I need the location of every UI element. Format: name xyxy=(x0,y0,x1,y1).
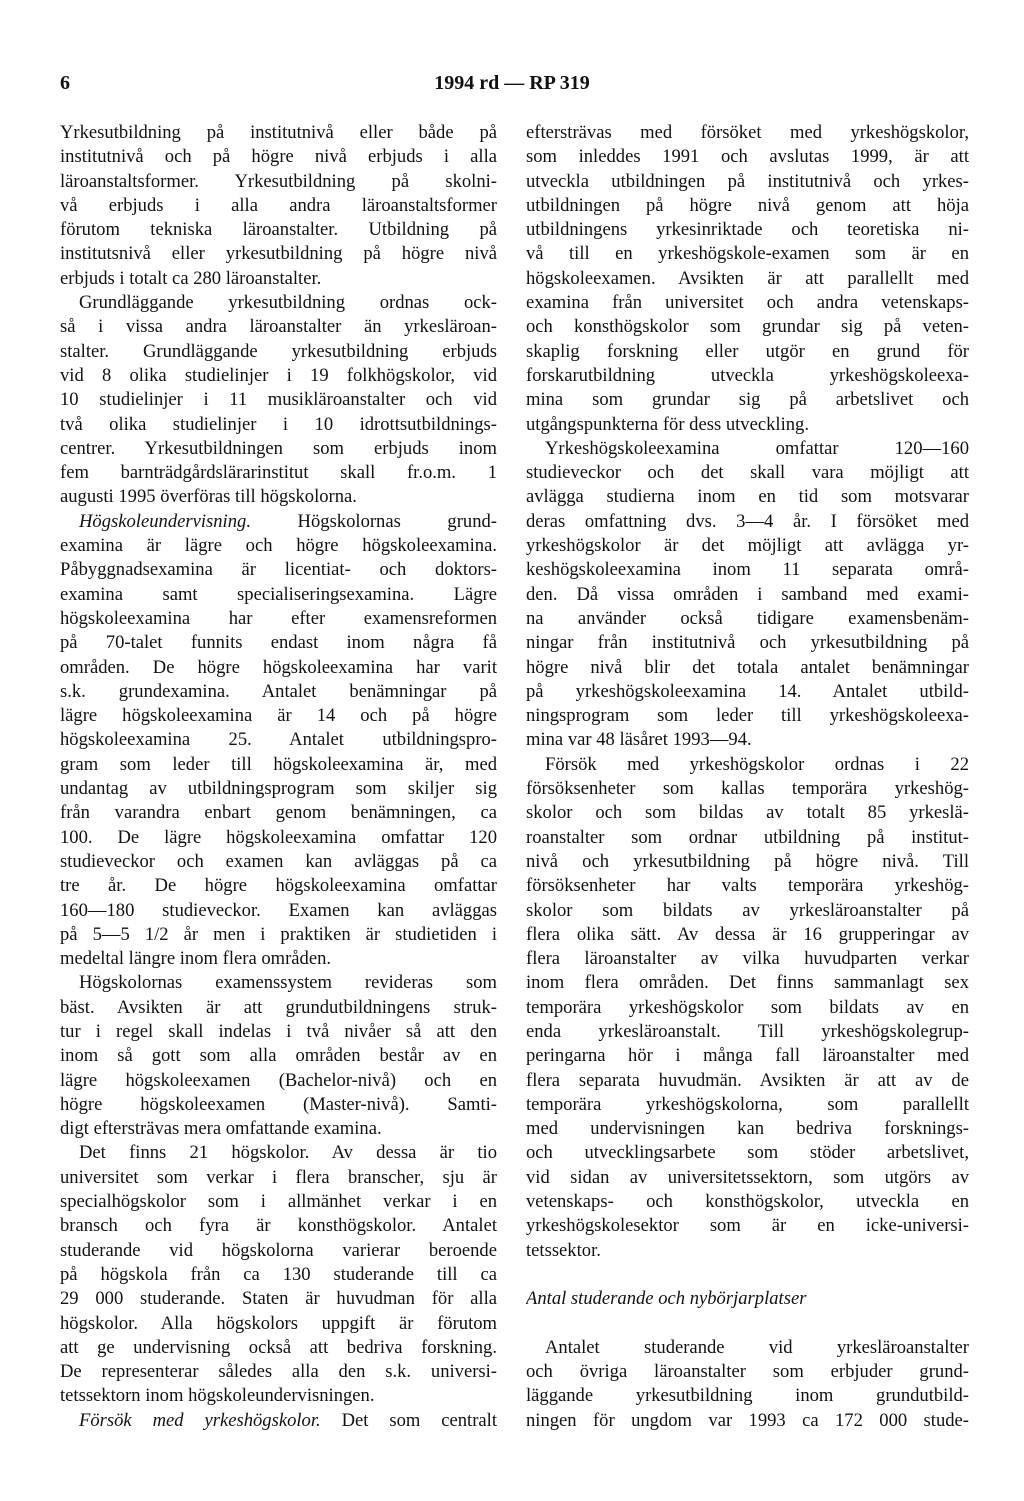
text-line xyxy=(60,1166,497,1190)
blank-line xyxy=(526,1312,969,1336)
text-line xyxy=(60,996,497,1020)
text-line xyxy=(60,364,497,388)
text-line xyxy=(60,899,497,923)
line-text: den. Då vissa områden i samband med exami- xyxy=(526,583,969,605)
line-text: försöksenheter som kallas temporära yrkeshög- xyxy=(526,778,969,800)
text-line xyxy=(60,1287,497,1311)
text-line xyxy=(60,1020,497,1044)
text-line xyxy=(526,1044,969,1068)
text-line xyxy=(526,656,969,680)
line-text: skolor som bildats av yrkesläroanstalter på xyxy=(526,899,969,921)
line-text: Antalet studerande vid yrkesläroanstalter xyxy=(545,1336,969,1358)
text-line xyxy=(526,1409,969,1433)
text-line xyxy=(60,923,497,947)
line-text: förutom tekniska läroanstalter. Utbildning på xyxy=(60,219,497,241)
line-text: tetssektor. xyxy=(526,1239,601,1261)
text-line xyxy=(60,777,497,801)
text-line xyxy=(526,753,969,777)
line-text: Antal studerande och nybörjarplatser xyxy=(526,1288,807,1310)
line-text: medeltal längre inom flera områden. xyxy=(60,948,332,970)
text-line xyxy=(526,145,969,169)
line-text: mina var 48 läsåret 1993—94. xyxy=(526,729,752,751)
section-heading xyxy=(526,1287,969,1311)
text-line xyxy=(526,923,969,947)
line-text: avlägga studierna inom en tid som motsvarar xyxy=(526,486,969,508)
line-text: examina från universitet och andra vetenskaps- xyxy=(526,292,969,314)
text-line xyxy=(526,704,969,728)
line-text: så i vissa andra läroanstalter än yrkesläroan- xyxy=(60,316,497,338)
line-text: och övriga läroanstalter som erbjuder grund- xyxy=(526,1361,969,1383)
page-number: 6 xyxy=(60,72,70,94)
text-line xyxy=(60,631,497,655)
line-text: De representerar således alla den s.k. universi- xyxy=(60,1361,497,1383)
text-line xyxy=(526,242,969,266)
text-line xyxy=(60,1409,497,1433)
text-line xyxy=(526,340,969,364)
line-text: vid 8 olika studielinjer i 19 folkhögskolor, vid xyxy=(60,364,497,386)
line-text: examina samt specialiseringsexamina. Lägre xyxy=(60,583,497,605)
line-text: skaplig forskning eller utgör en grund för xyxy=(526,340,969,362)
line-text: fem barnträdgårdslärarinstitut skall fr.o.m. 1 xyxy=(60,462,497,484)
text-line xyxy=(60,534,497,558)
text-line xyxy=(60,1263,497,1287)
text-line xyxy=(526,874,969,898)
text-line xyxy=(60,680,497,704)
line-text: tur i regel skall indelas i två nivåer så att den xyxy=(60,1020,497,1042)
text-line xyxy=(526,680,969,704)
text-line xyxy=(526,510,969,534)
line-text: bransch och fyra är konsthögskolor. Antalet xyxy=(60,1215,497,1237)
italic-run-in-heading: Högskoleundervisning. xyxy=(79,510,251,532)
text-line xyxy=(60,704,497,728)
text-line xyxy=(60,170,497,194)
line-text: na använder också tidigare examensbenäm- xyxy=(526,607,969,629)
line-text: keshögskoleexamina inom 11 separata områ- xyxy=(526,559,969,581)
line-text: inom flera områden. Det finns sammanlagt sex xyxy=(526,972,969,994)
line-text: lägre högskoleexamina är 14 och på högre xyxy=(60,705,497,727)
text-line xyxy=(526,534,969,558)
line-text: utveckla utbildningen på institutnivå och yrkes- xyxy=(526,170,969,192)
line-text: med undervisningen kan bedriva forsknings- xyxy=(526,1118,969,1140)
text-line xyxy=(526,899,969,923)
text-line xyxy=(60,510,497,534)
text-line xyxy=(526,461,969,485)
line-text: mina som grundar sig på arbetslivet och xyxy=(526,389,969,411)
page-header xyxy=(60,72,964,102)
line-text: Det som centralt xyxy=(320,1409,497,1431)
text-line xyxy=(60,461,497,485)
text-line xyxy=(60,413,497,437)
line-text: skolor och som bildas av totalt 85 yrkeslä- xyxy=(526,802,969,824)
text-line xyxy=(60,1360,497,1384)
line-text: vå erbjuds i alla andra läroanstaltsformer xyxy=(60,194,497,216)
line-text: högskoleexamina har efter examensreformen xyxy=(60,607,497,629)
line-text: Högskolornas grund- xyxy=(250,510,497,532)
italic-run-in-heading: Försök med yrkeshögskolor. xyxy=(79,1409,321,1431)
line-text: specialhögskolor som i allmänhet verkar i en xyxy=(60,1191,497,1213)
text-line xyxy=(526,1020,969,1044)
text-line xyxy=(526,1069,969,1093)
text-line xyxy=(526,583,969,607)
line-text: deras omfattning dvs. 3—4 år. I försöket med xyxy=(526,510,969,532)
line-text: och konsthögskolor som grundar sig på veten- xyxy=(526,316,969,338)
line-text: flera separata huvudmän. Avsikten är att av de xyxy=(526,1069,969,1091)
text-line xyxy=(60,1239,497,1263)
text-line xyxy=(60,947,497,971)
text-line xyxy=(60,607,497,631)
line-text: erbjuds i totalt ca 280 läroanstalter. xyxy=(60,267,322,289)
line-text: och utvecklingsarbete som stöder arbetslivet, xyxy=(526,1142,969,1164)
line-text: läroanstaltsformer. Yrkesutbildning på skolni- xyxy=(60,170,497,192)
text-line xyxy=(60,1214,497,1238)
line-text: stalter. Grundläggande yrkesutbildning erbjuds xyxy=(60,340,497,362)
line-text: studerande vid högskolorna varierar beroende xyxy=(60,1239,497,1261)
line-text: digt eftersträvas mera omfattande examina. xyxy=(60,1118,382,1140)
line-text: studieveckor och det skall vara möjligt att xyxy=(526,462,969,484)
text-line xyxy=(526,631,969,655)
running-title: 1994 rd — RP 319 xyxy=(434,72,590,94)
text-line xyxy=(526,971,969,995)
text-line xyxy=(60,485,497,509)
line-text: examina är lägre och högre högskoleexamina. xyxy=(60,535,497,557)
text-line xyxy=(60,753,497,777)
line-text: Påbyggnadsexamina är licentiat- och doktors- xyxy=(60,559,497,581)
text-line xyxy=(60,656,497,680)
text-line xyxy=(60,583,497,607)
line-text: från varandra enbart genom benämningen, ca xyxy=(60,802,497,824)
line-text: tre år. De högre högskoleexamina omfattar xyxy=(60,875,497,897)
line-text: gram som leder till högskoleexamina är, med xyxy=(60,753,497,775)
text-line xyxy=(526,1093,969,1117)
line-text: bäst. Avsikten är att grundutbildningens struk- xyxy=(60,996,497,1018)
line-text: på yrkeshögskoleexamina 14. Antalet utbild- xyxy=(526,680,969,702)
blank-line xyxy=(526,1263,969,1287)
line-text: högre högskoleexamen (Master-nivå). Samti- xyxy=(60,1093,497,1115)
text-line xyxy=(60,194,497,218)
line-text: Grundläggande yrkesutbildning ordnas ock- xyxy=(79,292,497,314)
text-line xyxy=(526,1214,969,1238)
text-line xyxy=(526,1239,969,1263)
text-line xyxy=(526,121,969,145)
text-line xyxy=(526,1166,969,1190)
text-line xyxy=(60,388,497,412)
text-line xyxy=(60,728,497,752)
text-line xyxy=(526,218,969,242)
text-line xyxy=(60,558,497,582)
text-line xyxy=(60,145,497,169)
text-line xyxy=(60,1141,497,1165)
text-line xyxy=(60,1117,497,1141)
line-text: institutsnivå eller yrkesutbildning på högre nivå xyxy=(60,243,497,265)
line-text: utbildningen på högre nivå genom att höja xyxy=(526,194,969,216)
line-text: undantag av utbildningsprogram som skiljer sig xyxy=(60,778,497,800)
line-text: Högskolornas examenssystem revideras som xyxy=(79,972,497,994)
text-line xyxy=(526,437,969,461)
line-text: högskolor. Alla högskolors uppgift är förutom xyxy=(60,1312,497,1334)
line-text: 29 000 studerande. Staten är huvudman för alla xyxy=(60,1288,497,1310)
line-text: ningen för ungdom var 1993 ca 172 000 stude- xyxy=(526,1409,969,1431)
line-text: 160—180 studieveckor. Examen kan avläggas xyxy=(60,899,497,921)
text-line xyxy=(526,267,969,291)
line-text: Försök med yrkeshögskolor ordnas i 22 xyxy=(545,753,969,775)
line-text: Det finns 21 högskolor. Av dessa är tio xyxy=(79,1142,497,1164)
line-text: 10 studielinjer i 11 musikläroanstalter och vid xyxy=(60,389,497,411)
text-line xyxy=(526,170,969,194)
line-text: tetssektorn inom högskoleundervisningen. xyxy=(60,1385,375,1407)
text-line xyxy=(60,121,497,145)
text-line xyxy=(526,850,969,874)
line-text: Yrkeshögskoleexamina omfattar 120—160 xyxy=(545,437,969,459)
text-line xyxy=(526,485,969,509)
line-text: eftersträvas med försöket med yrkeshögskolor, xyxy=(526,122,969,143)
text-line xyxy=(526,996,969,1020)
text-line xyxy=(526,801,969,825)
text-line xyxy=(60,315,497,339)
line-text: lägre högskoleexamen (Bachelor-nivå) och en xyxy=(60,1069,497,1091)
text-line xyxy=(526,1384,969,1408)
line-text: områden. De högre högskoleexamina har varit xyxy=(60,656,497,678)
line-text: 100. De lägre högskoleexamina omfattar 120 xyxy=(60,826,497,848)
line-text: universitet som verkar i flera branscher, sju är xyxy=(60,1166,497,1188)
text-line xyxy=(526,413,969,437)
line-text: enda yrkesläroanstalt. Till yrkeshögskolegrup- xyxy=(526,1020,969,1042)
text-line xyxy=(60,971,497,995)
text-line xyxy=(526,1117,969,1141)
line-text: två olika studielinjer i 10 idrottsutbildnings- xyxy=(60,413,497,435)
line-text: högskoleexamen. Avsikten är att parallellt med xyxy=(526,267,969,289)
line-text: studieveckor och examen kan avläggas på ca xyxy=(60,850,497,872)
text-line xyxy=(60,801,497,825)
line-text: försöksenheter har valts temporära yrkeshög- xyxy=(526,875,969,897)
line-text: på 70-talet funnits endast inom några få xyxy=(60,632,497,654)
text-line xyxy=(526,728,969,752)
line-text: som inleddes 1991 och avslutas 1999, är att xyxy=(526,146,969,168)
text-line xyxy=(60,1190,497,1214)
text-line xyxy=(526,388,969,412)
text-line xyxy=(526,947,969,971)
line-text: vå till en yrkeshögskole-examen som är en xyxy=(526,243,969,265)
left-text-column xyxy=(60,121,497,1433)
text-line xyxy=(60,1044,497,1068)
line-text: temporära yrkeshögskolorna, som parallellt xyxy=(526,1093,969,1115)
text-line xyxy=(60,267,497,291)
line-text: flera läroanstalter av vilka huvudparten verkar xyxy=(526,948,969,970)
line-text: inom så gott som alla områden består av en xyxy=(60,1045,497,1067)
line-text: augusti 1995 överföras till högskolorna. xyxy=(60,486,357,508)
text-line xyxy=(526,291,969,315)
line-text: s.k. grundexamina. Antalet benämningar på xyxy=(60,680,497,702)
line-text: utgångspunkterna för dess utveckling. xyxy=(526,413,809,435)
text-line xyxy=(526,607,969,631)
text-line xyxy=(526,1141,969,1165)
text-line xyxy=(526,1190,969,1214)
text-line xyxy=(60,1093,497,1117)
text-line xyxy=(60,826,497,850)
line-text: peringarna hör i många fall läroanstalter med xyxy=(526,1045,969,1067)
line-text: yrkeshögskolesektor som är en icke-universi- xyxy=(526,1215,969,1237)
text-line xyxy=(526,1360,969,1384)
line-text: läggande yrkesutbildning inom grundutbild- xyxy=(526,1385,969,1407)
line-text: flera olika sätt. Av dessa är 16 grupperingar av xyxy=(526,923,969,945)
line-text: att ge undervisning också att bedriva forskning. xyxy=(60,1336,497,1358)
line-text: vid sidan av universitetssektorn, som utgörs av xyxy=(526,1166,969,1188)
text-line xyxy=(60,340,497,364)
text-line xyxy=(526,194,969,218)
line-text: roanstalter som ordnar utbildning på institut- xyxy=(526,826,969,848)
text-line xyxy=(60,850,497,874)
text-line xyxy=(60,437,497,461)
line-text: forskarutbildning utveckla yrkeshögskoleexa- xyxy=(526,364,969,386)
line-text: ningsprogram som leder till yrkeshögskoleexa- xyxy=(526,705,969,727)
line-text: på högskola från ca 130 studerande till ca xyxy=(60,1263,497,1285)
text-line xyxy=(526,1336,969,1360)
text-line xyxy=(526,777,969,801)
text-line xyxy=(526,558,969,582)
line-text: högre nivå blir det totala antalet benämningar xyxy=(526,656,969,678)
text-line xyxy=(60,291,497,315)
text-line xyxy=(60,242,497,266)
line-text: utbildningens yrkesinriktade och teoretiska ni- xyxy=(526,219,969,241)
line-text: på 5—5 1/2 år men i praktiken är studietiden i xyxy=(60,923,497,945)
line-text: nivå och yrkesutbildning på högre nivå. Till xyxy=(526,850,969,872)
text-line xyxy=(526,364,969,388)
line-text: institutnivå och på högre nivå erbjuds i alla xyxy=(60,146,497,168)
text-line xyxy=(60,1069,497,1093)
line-text: högskoleexamina 25. Antalet utbildningspro- xyxy=(60,729,497,751)
line-text: yrkeshögskolor är det möjligt att avlägga yr- xyxy=(526,535,969,557)
right-text-column xyxy=(526,121,969,1433)
line-text: temporära yrkeshögskolor som bildats av en xyxy=(526,996,969,1018)
text-line xyxy=(526,315,969,339)
text-line xyxy=(60,874,497,898)
line-text: ningar från institutnivå och yrkesutbildning på xyxy=(526,632,969,654)
text-line xyxy=(60,1384,497,1408)
text-line xyxy=(60,1336,497,1360)
text-line xyxy=(526,826,969,850)
line-text: centrer. Yrkesutbildningen som erbjuds inom xyxy=(60,437,497,459)
text-line xyxy=(60,218,497,242)
line-text: vetenskaps- och konsthögskolor, utveckla en xyxy=(526,1191,969,1213)
line-text: Yrkesutbildning på institutnivå eller både på xyxy=(60,122,497,143)
text-line xyxy=(60,1312,497,1336)
